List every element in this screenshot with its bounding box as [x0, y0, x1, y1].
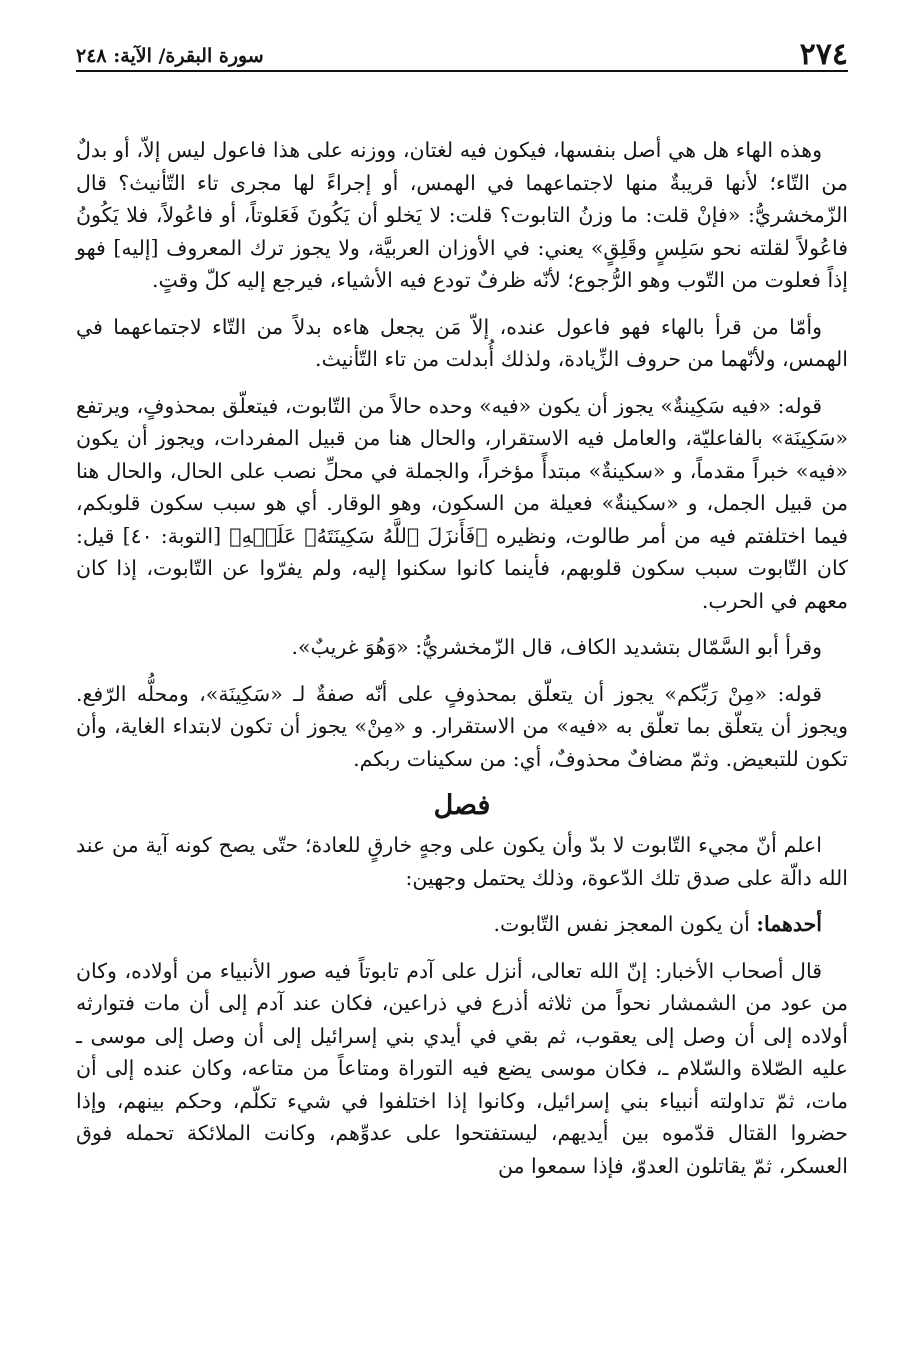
paragraph: وهذه الهاء هل هي أصل بنفسها، فيكون فيه لغتان، ووزنه على هذا فاعول ليس إلاّ، أو بدلٌ من التّاء؛ لأنها قريبةٌ منها لاجتماعهما في الهمس، أو إجراءً لها مجرى تاء التّأنيث؟ قال الزّمخشريُّ: «فإنْ قلت: ما وزنُ التابوت؟ قلت: لا يَخلو أن يَكُونَ فَعَلوتاً، أو فاعُولاً، فلا يَكُونُ فاعُولاً لقلته نحو سَلِسٍ وقَلِقٍ» يعني: في الأوزان العربيَّة، ولا يجوز ترك المعروف [إليه] فهو إذاً فعلوت من التّوب وهو الرُّجوع؛ لأنّه ظرفٌ تودع فيه الأشياء، فيرجع إليه كلّ وقتٍ. — [76, 138, 848, 292]
body-text — [76, 134, 848, 1182]
narrative-paragraph: قال أصحاب الأخبار: إنّ الله تعالى، أنزل على آدم تابوتاً فيه صور الأنبياء من أولاده، وكان من عود من الشمشار نحواً من ثلاثه أذرع في ذراعين، فكان عند آدم إلى أن مات فتوارثه أولاده إلى أن وصل إلى يعقوب، ثم بقي في أيدي بني إسرائيل إلى أن وصل إلى موسى ـ عليه الصّلاة والسّلام ـ، فكان موسى يضع فيه التوراة ومتاعاً من متاعه، وكان عنده إلى أن مات، ثمّ تداولته أنبياء بني إسرائيل، وكانوا إذا اختلفوا في شيء تكلّم، وحكم بينهم، وإذا حضروا القتال قدّموه بين أيديهم، ليستفتحوا على عدوِّهم، وكانت الملائكة تحمله فوق العسكر، ثمّ يقاتلون العدوّ، فإذا سمعوا من — [76, 958, 848, 1178]
section-intro: اعلم أنّ مجيء التّابوت لا بدّ وأن يكون على وجهٍ خارقٍ للعادة؛ حتّى يصح كونه آية من عند الله دالّة على صدق تلك الدّعوة، وذلك يحتمل وجهين: — [76, 833, 848, 890]
first-aspect-text: أن يكون المعجز نفس التّابوت. — [493, 912, 757, 936]
paragraph: قوله: «فيه سَكِينةٌ» يجوز أن يكون «فيه» وحده حالاً من التّابوت، فيتعلّق بمحذوفٍ، ويرتفع «سَكِينَة» بالفاعليّة، والعامل فيه الاستقرار، والحال هنا من قبيل المفردات، ويجوز أن يكون «فيه» خبراً مقدماً، و «سكينةٌ» مبتدأً مؤخراً، والجملة في محلِّ نصب على الحال، والحال هنا من قبيل الجمل، و «سكينةٌ» فعيلة من السكون، وهو الوقار. أي هو سبب سكون قلوبكم، فيما اختلفتم فيه من أمر طالوت، ونظيره ﴿فَأَنزَلَ ٱللَّهُ سَكِينَتَهُۥ عَلَيۡهِ﴾ [التوبة: ٤٠] قيل: كان التّابوت سبب سكون قلوبهم، فأينما كانوا سكنوا إليه، ولم يفرّوا عن التّابوت، إذا كان معهم في الحرب. — [76, 393, 848, 613]
paragraph: قوله: «مِنْ رَبِّكم» يجوز أن يتعلّق بمحذوفٍ على أنّه صفةٌ لـ «سَكِينَة»، ومحلُّه الرّفع. ويجوز أن يتعلّق بما تعلّق به «فيه» من الاستقرار. و «مِنْ» يجوز أن تكون لابتداء الغاية، وأن تكون للتبعيض. وثمّ مضافٌ محذوفٌ، أي: من سكينات ربكم. — [76, 681, 848, 771]
section-heading: فصل — [433, 790, 491, 821]
running-title: سورة البقرة/ الآية: ٢٤٨ — [76, 45, 264, 67]
first-aspect — [76, 908, 848, 941]
page-number: ٢٧٤ — [799, 37, 848, 72]
paragraph: وقرأ أبو السَّمّال بتشديد الكاف، قال الزّمخشريُّ: «وَهُوَ غريبٌ». — [291, 635, 822, 659]
first-aspect-label: أحدهما: — [756, 912, 822, 936]
page-header — [76, 30, 848, 72]
paragraph: وأمّا من قرأ بالهاء فهو فاعول عنده، إلاّ مَن يجعل هاءه بدلاً من التّاء لاجتماعهما في الهمس، ولأنّهما من حروف الزِّيادة، ولذلك أُبدلت من تاء التّأنيث. — [76, 314, 848, 371]
